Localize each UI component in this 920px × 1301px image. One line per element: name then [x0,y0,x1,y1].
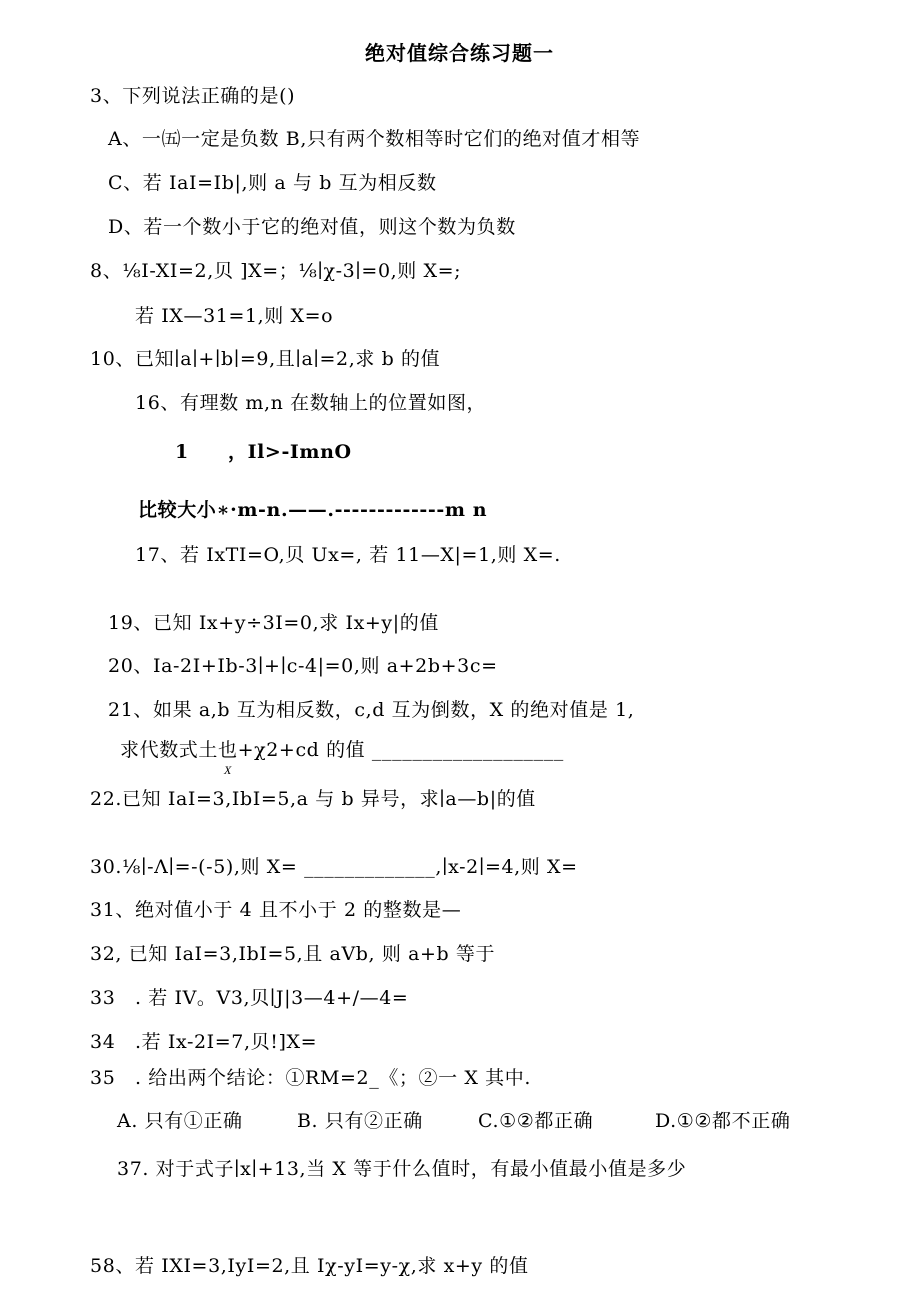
question-21: 21、如果 a,b 互为相反数，c,d 互为倒数，X 的绝对值是 1, [108,699,635,721]
question-19: 19、已知 Ix+y÷3I=0,求 Ix+y|的值 [108,612,439,634]
question-10: 10、已知∣a∣+∣b∣=9,且∣a∣=2,求 b 的值 [90,348,441,370]
question-33: 33 . 若 IV。V3,贝∣J|3—4+/—4= [90,987,409,1009]
option-35d: D.①②都不正确 [655,1110,791,1132]
question-20: 20、Ia-2I+Ib-3∣+∣c-4|=0,则 a+2b+3c= [108,655,498,677]
question-17: 17、若 IxTI=O,贝 Ux=, 若 11—X|=1,则 X=. [135,544,561,566]
question-30: 30.⅛∣-Λ∣=-(-5),则 X= _____________,∣x-2∣=4,则 X= [90,856,578,878]
question-35: 35 . 给出两个结论：①RM=2_《；②一 X 其中. [90,1067,531,1089]
option-35b: B. 只有②正确 [297,1110,423,1132]
question-58: 58、若 IXI=3,IyI=2,且 Iχ-yI=y-χ,求 x+y 的值 [90,1255,529,1277]
question-31: 31、绝对值小于 4 且不小于 2 的整数是— [90,899,462,921]
question-21-expression: 求代数式土也+χ2+cd 的值 ___________________ [120,739,564,761]
question-32: 32, 已知 IaI=3,IbI=5,且 aVb, 则 a+b 等于 [90,943,496,965]
option-35a: A. 只有①正确 [117,1110,243,1132]
option-35c: C.①②都正确 [478,1110,594,1132]
question-8-part2: 若 IX—31=1,则 X=o [135,305,334,327]
option-3a: A、一㈤一定是负数 B,只有两个数相等时它们的绝对值才相等 [108,128,641,150]
question-8: 8、⅛I-XI=2,贝 ]X=；⅛∣χ-3∣=0,则 X=; [90,260,462,282]
question-22: 22.已知 IaI=3,IbI=5,a 与 b 异号，求∣a—b|的值 [90,788,536,810]
compare-size: 比较大小∗·m-n.——.-------------m n [138,499,488,521]
number-line-labels: 1 ，Il>-ImnO [175,441,352,463]
question-3: 3、下列说法正确的是() [90,85,296,107]
fraction-denominator: X [224,763,232,777]
question-37: 37. 对于式子∣x∣+13,当 X 等于什么值时，有最小值最小值是多少 [117,1158,687,1180]
question-34: 34 .若 Ix-2I=7,贝!]X= [90,1031,318,1053]
question-16: 16、有理数 m,n 在数轴上的位置如图， [135,392,487,414]
page-title: 绝对值综合练习题一 [365,41,554,65]
option-3d: D、若一个数小于它的绝对值，则这个数为负数 [108,216,516,238]
option-3c: C、若 IaI=Ib|,则 a 与 b 互为相反数 [108,172,437,194]
